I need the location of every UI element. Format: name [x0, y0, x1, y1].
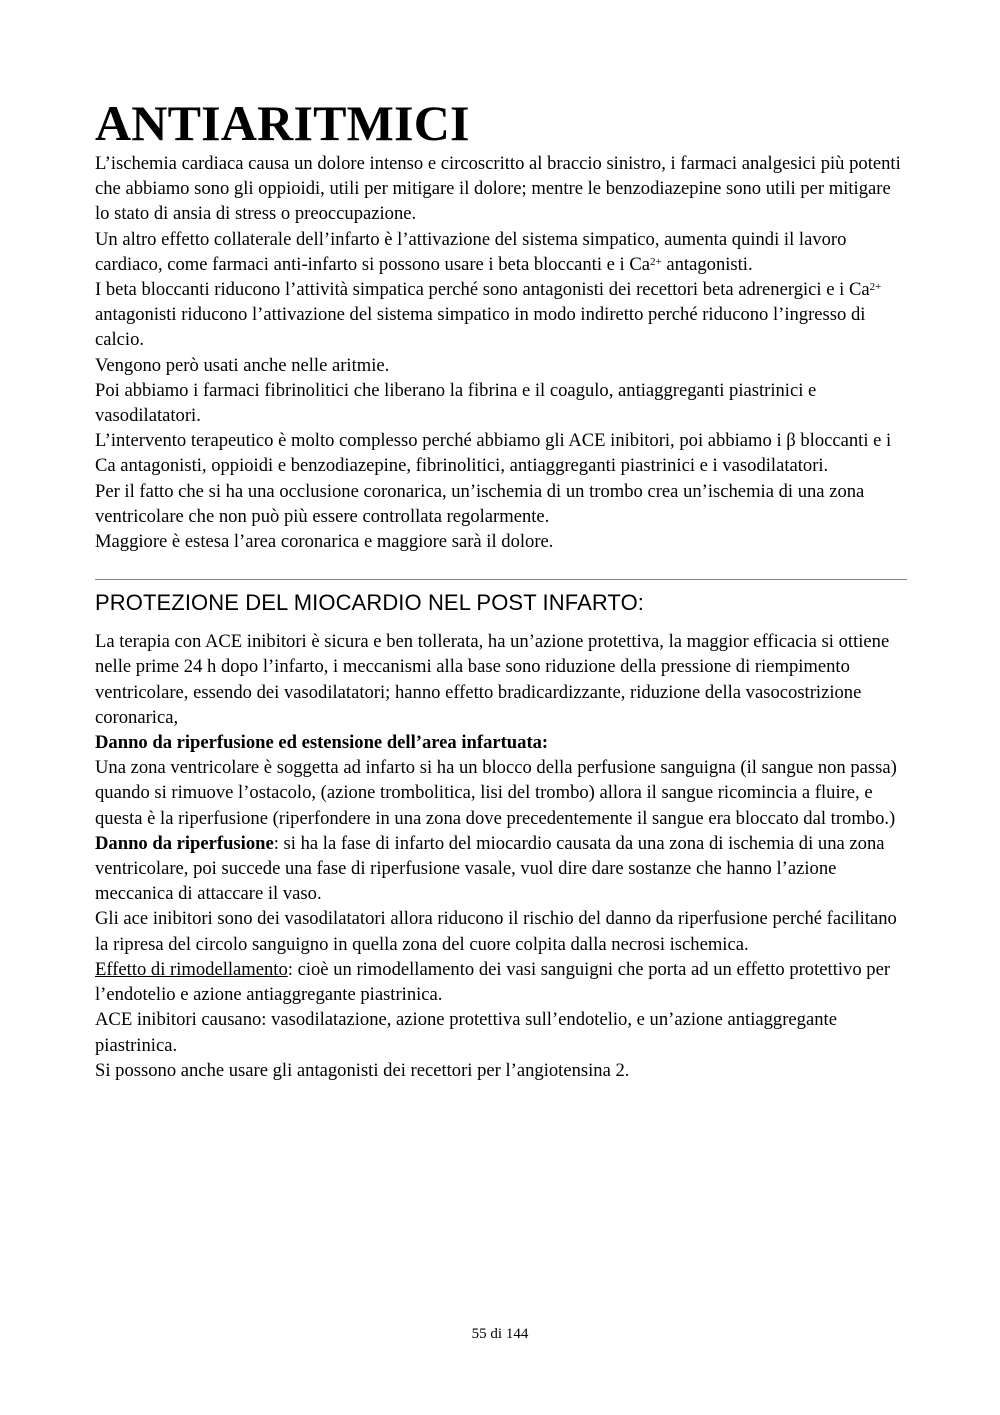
section-paragraph-5: Gli ace inibitori sono dei vasodilatatori allora riducono il rischio del danno da riperfusione perché facilitano la ripresa del circolo sanguigno in quella zona del cuore colpita dalla necrosi ischemica. — [95, 908, 897, 955]
document-page — [95, 95, 907, 1083]
section-paragraph-8: Si possono anche usare gli antagonisti dei recettori per l’angiotensina 2. — [95, 1059, 630, 1081]
superscript-charge: 2+ — [869, 281, 882, 294]
intro-paragraph-4: Vengono però usati anche nelle aritmie. — [95, 354, 390, 376]
intro-paragraph-5: Poi abbiamo i farmaci fibrinolitici che liberano la fibrina e il coagulo, antiaggreganti piastrinici e vasodilatatori. — [95, 379, 817, 427]
intro-paragraph-3 — [95, 277, 907, 353]
section-paragraph-7: ACE inibitori causano: vasodilatazione, azione protettiva sull’endotelio, e un’azione antiaggregante piastrinica. — [95, 1009, 837, 1056]
intro-paragraph-2-tail: antagonisti. — [661, 253, 753, 275]
section-divider — [95, 579, 907, 580]
section-paragraph-4 — [95, 831, 907, 907]
section-heading: PROTEZIONE DEL MIOCARDIO NEL POST INFARTO: — [95, 590, 645, 616]
superscript-charge: 2+ — [650, 255, 662, 268]
section-paragraph-6 — [95, 957, 907, 1007]
section-paragraph-1: La terapia con ACE inibitori è sicura e ben tollerata, ha un’azione protettiva, la maggior efficacia si ottiene nelle prime 24 h dopo l’infarto, i meccanismi alla base sono riduzione della pressione di riempimento ventricolare, essendo dei vasodilatatori; hanno effetto bradicardizzante, riduzione della vasocostrizione coronarica, — [95, 631, 890, 728]
underlined-term: Effetto di rimodellamento — [95, 958, 288, 980]
intro-paragraph-7: Per il fatto che si ha una occlusione coronarica, un’ischemia di un trombo crea un’ischemia di una zona ventricolare che non può più essere controllata regolarmente. — [95, 480, 865, 527]
section-paragraph-4-text: : si ha la fase di infarto del miocardio causata da una zona di ischemia di una zona ventricolare, poi succede una fase di riperfusione vasale, vuol dire dare sostanze che hanno l’azione meccanica di attaccare il vaso. — [95, 832, 885, 905]
intro-paragraph-2-text: Un altro effetto collaterale dell’infarto è l’attivazione del sistema simpatico, aumenta quindi il lavoro cardiaco, come farmaci anti-infarto si possono usare i beta bloccanti e i Ca — [95, 228, 847, 275]
section-paragraph-6-text: : cioè un rimodellamento dei vasi sanguigni che porta ad un effetto protettivo per l’endotelio e azione antiaggregante piastrinica. — [95, 958, 891, 1006]
page-title: ANTIARITMICI — [95, 95, 470, 151]
section-paragraph-3: Una zona ventricolare è soggetta ad infarto si ha un blocco della perfusione sanguigna (il sangue non passa) quando si rimuove l’ostacolo, (azione trombolitica, lisi del trombo) allora il sangue ricomincia a fluire, e questa è la riperfusione (riperfondere in una zona dove precedentemente il sangue era bloccato dal trombo.) — [95, 757, 897, 829]
intro-paragraph-3-text: I beta bloccanti riducono l’attività simpatica perché sono antagonisti dei recettori beta adrenergici e i Ca — [95, 279, 870, 301]
section-body — [95, 629, 907, 1083]
bold-subheading: Danno da riperfusione ed estensione dell’area infartuata: — [95, 732, 549, 754]
intro-paragraph-3-tail: antagonisti riducono l’attivazione del sistema simpatico in modo indiretto perché riducono l’ingresso di calcio. — [95, 304, 866, 351]
section-paragraph-2 — [95, 730, 907, 755]
intro-paragraph-2 — [95, 227, 907, 277]
intro-block — [95, 151, 907, 554]
intro-paragraph-8: Maggiore è estesa l’area coronarica e maggiore sarà il dolore. — [95, 531, 554, 553]
intro-paragraph-6: L’intervento terapeutico è molto complesso perché abbiamo gli ACE inibitori, poi abbiamo i β bloccanti e i Ca antagonisti, oppioidi e benzodiazepine, fibrinolitici, antiaggreganti piastrinici e i vasodilatatori. — [95, 430, 892, 477]
intro-paragraph-1: L’ischemia cardiaca causa un dolore intenso e circoscritto al braccio sinistro, i farmaci analgesici più potenti che abbiamo sono gli oppioidi, utili per mitigare il dolore; mentre le benzodiazepine sono utili per mitigare lo stato di ansia di stress o preoccupazione. — [95, 153, 901, 225]
bold-term: Danno da riperfusione — [95, 832, 274, 854]
page-number: 55 di 144 — [471, 1326, 529, 1342]
